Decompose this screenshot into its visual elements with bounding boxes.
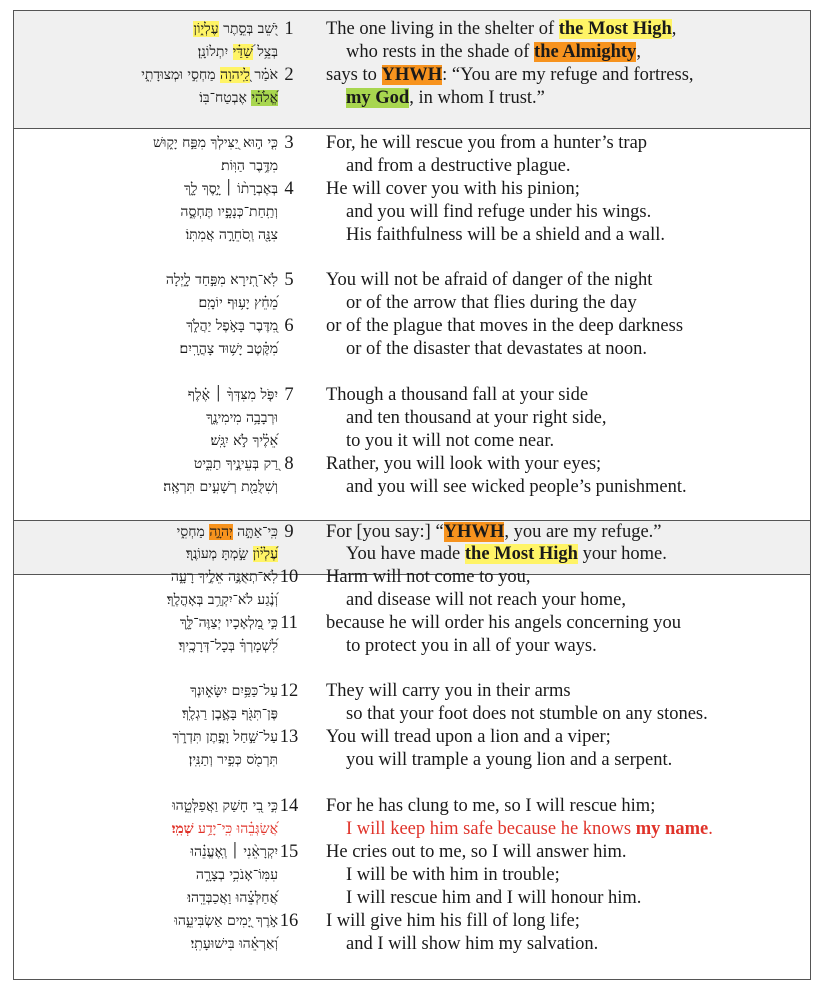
verse-text: מִ֝קֶּ֗טֶב יָשׁ֥וּד צָהֳרָֽיִם׃ [179, 341, 278, 357]
verse-text: : “You are my refuge and fortress, [442, 65, 694, 85]
verse-line [14, 18, 810, 41]
hebrew-text [189, 749, 278, 772]
verse-text: מִדֶּ֥בֶר הַוּֽוֹת׃ [221, 158, 278, 174]
verse-text: אֹ֣רֶךְ יָ֭מִים אַשְׂבִּיעֵ֑הוּ [174, 913, 278, 929]
verse-text: , [636, 42, 641, 62]
english-text [346, 430, 554, 453]
verse-text: עַל־שַׁ֣חַל וָפֶ֣תֶן תִּדְרֹ֑ךְ [172, 729, 278, 745]
psalm-table [13, 10, 811, 980]
verse-text: אֲ֝חַלְּצֵ֗הוּ וַאֲכַבְּדֵֽהוּ׃ [187, 890, 278, 906]
hebrew-text [193, 18, 278, 41]
verse-line [14, 612, 810, 635]
section-divider [14, 128, 810, 129]
verse-text: Though a thousand fall at your side [326, 385, 589, 405]
verse-text: and disease will not reach your home, [346, 590, 626, 610]
verse-line [14, 749, 810, 772]
hebrew-text [186, 315, 278, 338]
verse-line [14, 589, 810, 612]
verse-text: כִּ֣י בִ֭י חָשַׁק וַאֲפַלְּטֵ֑הוּ [172, 798, 278, 814]
verse-line [14, 64, 810, 87]
english-text [346, 338, 647, 361]
highlighted-term: YHWH [381, 65, 443, 85]
highlighted-term: the Most High [464, 544, 578, 564]
verse-text: יִקְרָאֵ֨נִי ׀ וְֽאֶעֱנֵ֗הוּ [190, 844, 278, 860]
hebrew-text [186, 224, 278, 247]
english-text [346, 292, 637, 315]
english-text [326, 269, 652, 292]
verse-text: וְ֝נֶ֗גַע לֹא־יִקְרַ֥ב בְּאָהֳלֶֽךָ׃ [166, 592, 278, 608]
highlighted-term: לַֽ֭יהוָה [220, 67, 250, 83]
verse-line [14, 41, 810, 64]
verse-text: כִּ֣י מַ֭לְאָכָיו יְצַוֶּה־לָּ֑ךְ [179, 615, 278, 631]
verse-text: I will rescue him and I will honour him. [346, 888, 642, 908]
highlighted-term: יְהוָ֣ה [209, 524, 233, 540]
english-text [346, 635, 597, 658]
english-text [346, 407, 607, 430]
verse-line [14, 407, 810, 430]
verse-number: 8 [284, 454, 294, 474]
hebrew-text [221, 155, 278, 178]
verse-line [14, 224, 810, 247]
hebrew-text [171, 566, 278, 589]
verse-number: 14 [279, 796, 299, 816]
english-text [326, 612, 681, 635]
verse-line [14, 269, 810, 292]
english-text [326, 841, 627, 864]
verse-text: תִּרְמֹ֖ס כְּפִ֣יר וְתַנִּֽין׃ [188, 752, 278, 768]
verse-text: and I will show him my salvation. [346, 934, 599, 954]
verse-line [14, 476, 810, 499]
english-text [346, 155, 570, 178]
verse-text: because he will order his angels concerning you [326, 613, 681, 633]
english-text [326, 680, 571, 703]
verse-text: or of the plague that moves in the deep darkness [326, 316, 684, 336]
verse-number: 12 [279, 681, 299, 701]
highlighted-term: the Most High [558, 19, 672, 39]
hebrew-text [184, 178, 278, 201]
english-text [326, 384, 588, 407]
verse-number: 7 [284, 385, 294, 405]
hebrew-text [187, 887, 278, 910]
verse-number: 9 [284, 522, 294, 542]
verse-number: 15 [279, 842, 299, 862]
verse-number: 16 [279, 911, 299, 931]
verse-number: 5 [284, 270, 294, 290]
verse-text: פֶּן־תִּגֹּ֖ף בָּאֶ֣בֶן רַגְלֶֽךָ׃ [182, 706, 278, 722]
verse-text: who rests in the shade of [346, 42, 535, 62]
verse-number: 3 [284, 133, 294, 153]
verse-text: מַחְסִ֣י וּמְצוּדָתִ֑י [141, 67, 221, 83]
highlighted-term: the Almighty [534, 42, 637, 62]
highlighted-term: עֶלְי֑וֹן [193, 21, 219, 37]
verse-text: יִפֹּ֤ל מִצִּדְּךָ֨ ׀ אֶ֗לֶף [187, 387, 278, 403]
verse-text: The one living in the shelter of [326, 19, 559, 39]
verse-text: Rather, you will look with your eyes; [326, 454, 602, 474]
verse-text: רַ֭ק בְּעֵינֶ֣יךָ תַבִּ֑יט [193, 456, 278, 472]
hebrew-text [190, 680, 278, 703]
verse-line [14, 201, 810, 224]
highlighted-term: YHWH [443, 522, 505, 542]
verse-number: 2 [284, 65, 294, 85]
verse-line [14, 132, 810, 155]
english-text [326, 795, 655, 818]
verse-text: They will carry you in their arms [326, 681, 571, 701]
english-text [346, 41, 641, 64]
verse-text: מֵ֝חֵ֗ץ יָע֥וּף יוֹמָֽם׃ [198, 295, 278, 311]
verse-text: says to [326, 65, 382, 85]
verse-line [14, 430, 810, 453]
verse-text: וְ֝אַרְאֵ֗הוּ בִּישׁוּעָתִֽי׃ [190, 936, 278, 952]
verse-text: אֵ֝לֶ֗יךָ לֹ֣א יִגָּֽשׁ׃ [210, 433, 278, 449]
verse-line [14, 178, 810, 201]
verse-text: לֹֽא־תִ֭ירָא מִפַּ֣חַד לָ֑יְלָה [165, 272, 278, 288]
verse-text: לֹֽא־תְאֻנֶּ֣ה אֵלֶ֣יךָ רָעָ֑ה [170, 569, 278, 585]
english-text [346, 864, 560, 887]
verse-text: You have made [346, 544, 465, 564]
verse-line [14, 543, 810, 566]
hebrew-text [199, 87, 278, 110]
hebrew-text [172, 818, 278, 841]
verse-line [14, 566, 810, 589]
english-text [326, 315, 683, 338]
verse-text: וְשִׁלֻּמַ֖ת רְשָׁעִ֣ים תִּרְאֶֽה׃ [163, 479, 278, 495]
hebrew-text [180, 612, 278, 635]
hebrew-text [172, 726, 278, 749]
verse-line [14, 87, 810, 110]
verse-text: For, he will rescue you from a hunter’s trap [326, 133, 648, 153]
verse-text: I will be with him in trouble; [346, 865, 560, 885]
hebrew-text [166, 269, 278, 292]
verse-text: שַׂ֣מְתָּ מְעוֹנֶֽךָ׃ [185, 546, 253, 562]
hebrew-text [141, 64, 278, 87]
verse-text: and from a destructive plague. [346, 156, 571, 176]
verse-text: אֹמַ֗ר [249, 67, 278, 83]
verse-line [14, 680, 810, 703]
emphasis-text: my name [635, 819, 709, 839]
english-text [346, 224, 665, 247]
verse-line [14, 292, 810, 315]
verse-text: so that your foot does not stumble on any stones. [346, 704, 708, 724]
verse-text: , you are my refuge.” [504, 522, 662, 542]
verse-line [14, 635, 810, 658]
hebrew-text [210, 430, 278, 453]
verse-line [14, 155, 810, 178]
verse-text: you will trample a young lion and a serpent. [346, 750, 673, 770]
verse-line [14, 933, 810, 956]
english-text [346, 543, 667, 566]
english-text [346, 87, 545, 110]
verse-text: to protect you in all of your ways. [346, 636, 597, 656]
verse-text: , in whom I trust.” [409, 88, 545, 108]
verse-text: and ten thousand at your right side, [346, 408, 607, 428]
hebrew-text [206, 407, 278, 430]
verse-text: Harm will not come to you, [326, 567, 531, 587]
verse-text: For he has clung to me, so I will rescue him; [326, 796, 656, 816]
hebrew-text [167, 589, 278, 612]
verse-text: מַחְסִ֑י [176, 524, 210, 540]
emphasis-text: שְׁמִֽי׃ [171, 821, 194, 837]
hebrew-text [196, 864, 278, 887]
verse-text: You will not be afraid of danger of the night [326, 270, 653, 290]
verse-text: His faithfulness will be a shield and a wall. [346, 225, 666, 245]
verse-text: He cries out to me, so I will answer him. [326, 842, 627, 862]
hebrew-text [194, 453, 278, 476]
verse-text: your home. [577, 544, 667, 564]
hebrew-text [186, 543, 278, 566]
verse-line [14, 887, 810, 910]
verse-number: 10 [279, 567, 299, 587]
verse-text: For [you say:] “ [326, 522, 444, 542]
verse-text: וּרְבָבָ֥ה מִימִינֶ֑ךָ [206, 410, 278, 426]
verse-line [14, 726, 810, 749]
verse-text: and you will find refuge under his wings. [346, 202, 652, 222]
verse-text: or of the disaster that devastates at noon. [346, 339, 648, 359]
hebrew-text [190, 841, 278, 864]
verse-text: to you it will not come near. [346, 431, 555, 451]
verse-text: or of the arrow that flies during the day [346, 293, 637, 313]
hebrew-text [163, 476, 278, 499]
verse-text: בְּאֶבְרָת֨וֹ ׀ יָ֣סֶךְ לָ֑ךְ [183, 181, 278, 197]
verse-text: מִ֭דֶּבֶר בָּאֹ֣פֶל יַהֲלֹ֑ךְ [186, 318, 278, 334]
verse-text: יִתְלוֹנָֽן׃ [197, 44, 233, 60]
english-text [346, 201, 651, 224]
verse-line [14, 384, 810, 407]
english-text [346, 476, 687, 499]
verse-line [14, 864, 810, 887]
hebrew-text [180, 201, 278, 224]
verse-line [14, 453, 810, 476]
hebrew-text [188, 384, 278, 407]
verse-number: 6 [284, 316, 294, 336]
hebrew-text [179, 635, 278, 658]
verse-text: כִּֽי־אַתָּ֣ה [232, 524, 278, 540]
verse-text: He will cover you with his pinion; [326, 179, 580, 199]
verse-line [14, 841, 810, 864]
highlighted-term: עֶ֝לְי֗וֹן [252, 546, 278, 562]
highlighted-term: אֱ֝לֹהַ֗י [251, 90, 278, 106]
english-text [346, 818, 713, 841]
verse-line [14, 910, 810, 933]
english-text [326, 178, 580, 201]
english-text [326, 521, 662, 544]
highlighted-term: my God [346, 88, 410, 108]
emphasis-text: אֲ֝שַׂגְּבֵ֗הוּ כִּֽי־יָדַ֥ע [193, 821, 278, 837]
verse-number: 11 [280, 613, 298, 633]
verse-text: בְּצֵ֥ל [252, 44, 278, 60]
verse-number: 4 [284, 179, 294, 199]
verse-text: עַל־כַּפַּ֥יִם יִשָּׂא֑וּנְךָ [190, 683, 278, 699]
english-text [326, 18, 676, 41]
verse-text: כִּ֤י ה֣וּא יַ֭צִּילְךָ מִפַּ֣ח יָק֑וּשׁ [152, 135, 278, 151]
english-text [346, 589, 626, 612]
verse-line [14, 521, 810, 544]
english-text [326, 726, 611, 749]
verse-text: , [671, 19, 677, 39]
verse-text: and you will see wicked people’s punishment. [346, 477, 687, 497]
verse-number: 13 [279, 727, 299, 747]
verse-text: יֹ֭שֵׁב בְּסֵ֣תֶר [218, 21, 278, 37]
english-text [346, 933, 598, 956]
verse-text: אֶבְטַח־בּֽוֹ׃ [199, 90, 252, 106]
hebrew-text [177, 521, 278, 544]
english-text [346, 703, 708, 726]
english-text [326, 910, 580, 933]
hebrew-text [180, 338, 278, 361]
verse-line [14, 338, 810, 361]
emphasis-text: I will keep him safe because he knows [346, 819, 636, 839]
english-text [326, 566, 531, 589]
verse-text: צִנָּ֖ה וְֽסֹחֵרָ֣ה אֲמִתּֽוֹ׃ [185, 227, 278, 243]
verse-text: I will give him his fill of long life; [326, 911, 580, 931]
verse-line [14, 315, 810, 338]
english-text [326, 64, 694, 87]
english-text [346, 749, 672, 772]
verse-text: וְתַֽחַת־כְּנָפָ֣יו תֶּחְסֶ֑ה [180, 204, 278, 220]
hebrew-text [153, 132, 278, 155]
english-text [346, 887, 641, 910]
hebrew-text [191, 933, 278, 956]
verse-line [14, 818, 810, 841]
hebrew-text [199, 292, 279, 315]
verse-number: 1 [284, 19, 294, 39]
english-text [326, 453, 601, 476]
verse-text: You will tread upon a lion and a viper; [326, 727, 611, 747]
hebrew-text [198, 41, 278, 64]
english-text [326, 132, 647, 155]
verse-line [14, 795, 810, 818]
emphasis-text: . [708, 819, 713, 839]
verse-line [14, 703, 810, 726]
hebrew-text [172, 795, 278, 818]
highlighted-term: שַׁ֝דַּ֗י [232, 44, 253, 60]
hebrew-text [174, 910, 278, 933]
hebrew-text [182, 703, 278, 726]
verse-text: עִמּֽוֹ־אָנֹכִ֥י בְצָרָ֑ה [195, 867, 278, 883]
verse-text: לִ֝שְׁמָרְךָ֗ בְּכָל־דְּרָכֶֽיךָ׃ [178, 638, 278, 654]
